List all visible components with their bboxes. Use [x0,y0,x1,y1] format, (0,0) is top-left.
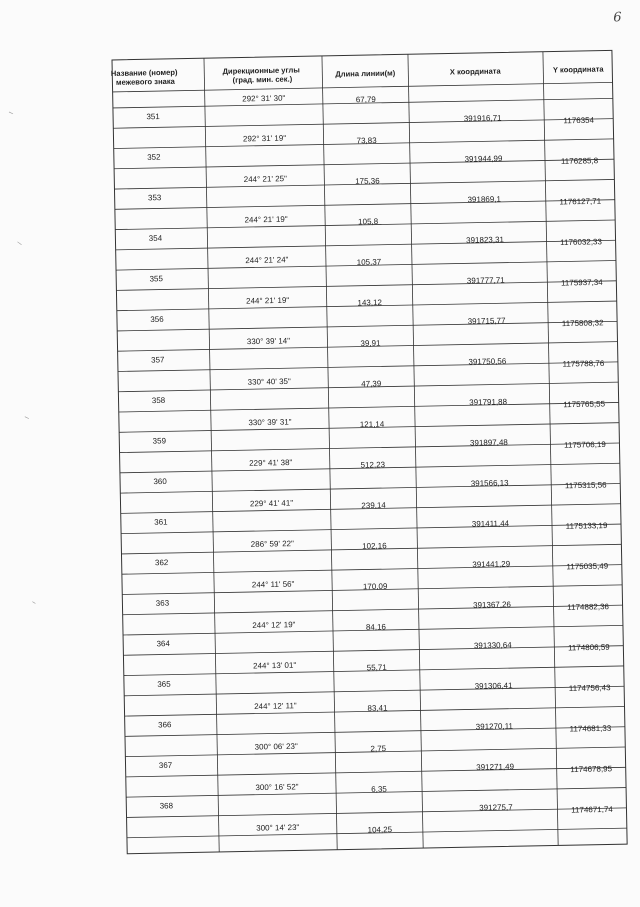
y-coordinate-cell: 1176354 [563,115,595,126]
angle-cell: 229° 41' 41" [249,498,294,509]
point-name-cell: 359 [152,436,167,446]
x-coordinate-cell: 391306,41 [474,681,513,691]
x-coordinate-cell: 391944,99 [464,154,503,164]
length-cell: 105,37 [356,257,382,267]
length-cell: 512,23 [360,460,386,470]
table-body [146,88,614,839]
y-coordinate-cell: 1175315,56 [564,480,607,491]
point-name-cell: 354 [148,233,163,243]
table-header [111,60,605,87]
angle-cell: 300° 16' 52" [255,782,299,793]
scan-edge-mark [17,242,21,245]
length-cell: 2,75 [370,744,387,754]
length-cell: 143,12 [357,298,383,308]
length-cell: 170,09 [362,581,388,592]
point-name-cell: 363 [155,598,170,608]
row-half-divider [119,402,619,412]
angle-cell: 292° 31' 19" [242,133,287,144]
angle-cell: 330° 39' 14" [246,336,291,347]
y-coordinate-cell: 1176285,8 [560,156,599,166]
y-coordinate-cell: 1174806,59 [567,642,610,653]
row-half-divider [123,646,623,656]
header-angle-line-1: Дирекционные углы [222,65,300,76]
row-half-divider [116,281,616,291]
x-coordinate-cell: 391275,7 [479,802,513,813]
y-coordinate-cell: 1176032,33 [560,237,603,248]
x-coordinate-cell: 391750,56 [468,356,507,367]
y-coordinate-cell: 1175808,32 [561,318,604,329]
length-cell: 105,8 [358,216,379,227]
y-coordinate-cell: 1174671,74 [571,804,613,815]
header-x: X координата [449,66,501,77]
point-name-cell: 358 [151,395,166,406]
point-name-cell: 367 [158,760,173,770]
x-coordinate-cell: 391869,1 [467,194,502,205]
length-cell: 104,25 [367,825,393,835]
point-name-cell: 355 [149,274,163,284]
row-half-divider [124,686,624,696]
point-name-cell: 362 [154,558,169,568]
point-name-cell: 357 [151,355,165,365]
angle-cell: 244° 12' 19" [252,620,296,630]
row-half-divider [118,362,618,372]
length-cell: 175,36 [355,176,380,186]
angle-cell: 244° 13' 01" [252,660,297,671]
length-cell: 73,83 [356,135,377,146]
x-coordinate-cell: 391823,31 [466,235,505,245]
length-cell: 83,41 [367,703,388,713]
y-coordinate-cell: 1176127,71 [559,196,602,207]
x-coordinate-cell: 391441,29 [472,559,511,570]
length-cell: 121,14 [359,419,385,430]
angle-cell: 244° 21' 24" [245,255,289,266]
point-name-cell: 352 [147,152,161,162]
x-coordinate-cell: 391715,77 [467,316,506,326]
length-cell: 6,35 [371,784,387,794]
column-divider [408,54,423,848]
angle-cell: 229° 41' 38" [249,457,293,468]
length-cell: 39,91 [360,338,381,348]
row-half-divider [116,240,616,250]
angle-cell: 330° 40' 35" [247,376,291,387]
point-name-cell: 353 [147,193,162,203]
page-number: 6 [613,10,622,26]
angle-cell: 286° 59' 22" [250,539,294,549]
y-coordinate-cell: 1175937,34 [560,277,603,288]
angle-cell: 244° 12' 11" [254,701,297,712]
point-name-cell: 368 [159,801,174,811]
scan-edge-mark [9,112,13,114]
y-coordinate-cell: 1174756,43 [568,683,611,694]
y-coordinate-cell: 1175035,49 [566,561,609,572]
length-cell: 47,39 [361,379,382,389]
y-coordinate-cell: 1175133,19 [565,521,608,531]
row-half-divider [125,727,625,737]
x-coordinate-cell: 391411,44 [471,518,510,529]
row-half-divider [126,767,626,777]
column-divider [322,56,337,850]
row-half-divider [120,443,620,453]
row-half-divider [113,119,613,129]
row-half-divider [127,808,627,818]
x-coordinate-cell: 391367,26 [473,600,512,610]
angle-cell: 244° 21' 19" [245,295,290,306]
table-frame [112,50,627,853]
point-name-cell: 360 [153,476,167,487]
row-half-divider [121,524,621,534]
header-name-line-2: межевого знака [115,76,175,87]
angle-cell: 330° 39' 31" [248,417,292,428]
point-name-cell: 364 [156,639,170,649]
header-angle [222,65,302,85]
y-coordinate-cell: 1174681,33 [569,723,612,734]
x-coordinate-cell: 391271,49 [476,762,515,772]
row-half-divider [115,200,615,210]
y-coordinate-cell: 1175706,19 [564,439,606,450]
y-coordinate-cell: 1175788,76 [562,358,605,369]
angle-cell: 300° 14' 23" [256,822,300,833]
header-divider [113,82,613,92]
x-coordinate-cell: 391791,88 [469,397,508,408]
angle-cell: 300° 06' 23" [254,741,298,752]
x-coordinate-cell: 391777,71 [466,275,505,286]
header-name [111,68,180,87]
x-coordinate-cell: 391916,71 [463,113,502,124]
row-half-divider [123,605,623,615]
x-coordinate-cell: 391330,64 [473,640,512,651]
header-y: Y координата [552,64,604,75]
y-coordinate-cell: 1174678,95 [570,764,613,775]
angle-cell: 244° 11' 56" [251,579,295,590]
row-half-divider [114,159,614,169]
point-name-cell: 361 [154,517,168,527]
point-name-cell: 365 [157,679,171,689]
header-name-line-1: Название (номер) [110,67,178,78]
length-cell: 67,79 [355,94,376,105]
scan-edge-mark [32,602,35,604]
y-coordinate-cell: 1174882,36 [567,602,610,612]
y-coordinate-cell: 1175765,55 [563,399,606,410]
header-angle-line-2: (град. мин. сек.) [232,74,293,85]
row-half-divider [120,484,620,494]
table-grid [112,50,627,853]
column-divider [543,52,558,846]
x-coordinate-cell: 391897,48 [469,437,508,448]
angle-cell: 292° 31' 30" [242,93,286,104]
row-half-divider [122,565,622,575]
scan-edge-mark [25,417,29,419]
point-name-cell: 356 [150,314,164,325]
header-length: Длина линии(м) [335,68,396,79]
row-half-divider [117,321,617,331]
point-name-cell: 351 [146,112,160,122]
length-cell: 55,71 [366,662,387,673]
column-divider [204,58,219,852]
point-name-cell: 366 [158,720,172,730]
length-cell: 239,14 [361,500,386,511]
angle-cell: 244° 21' 25" [243,174,287,185]
x-coordinate-cell: 391270,11 [475,721,514,732]
length-cell: 102,16 [362,541,387,551]
angle-cell: 244° 21' 19" [244,214,288,225]
length-cell: 84,16 [365,622,387,632]
x-coordinate-cell: 391566,13 [470,478,509,489]
